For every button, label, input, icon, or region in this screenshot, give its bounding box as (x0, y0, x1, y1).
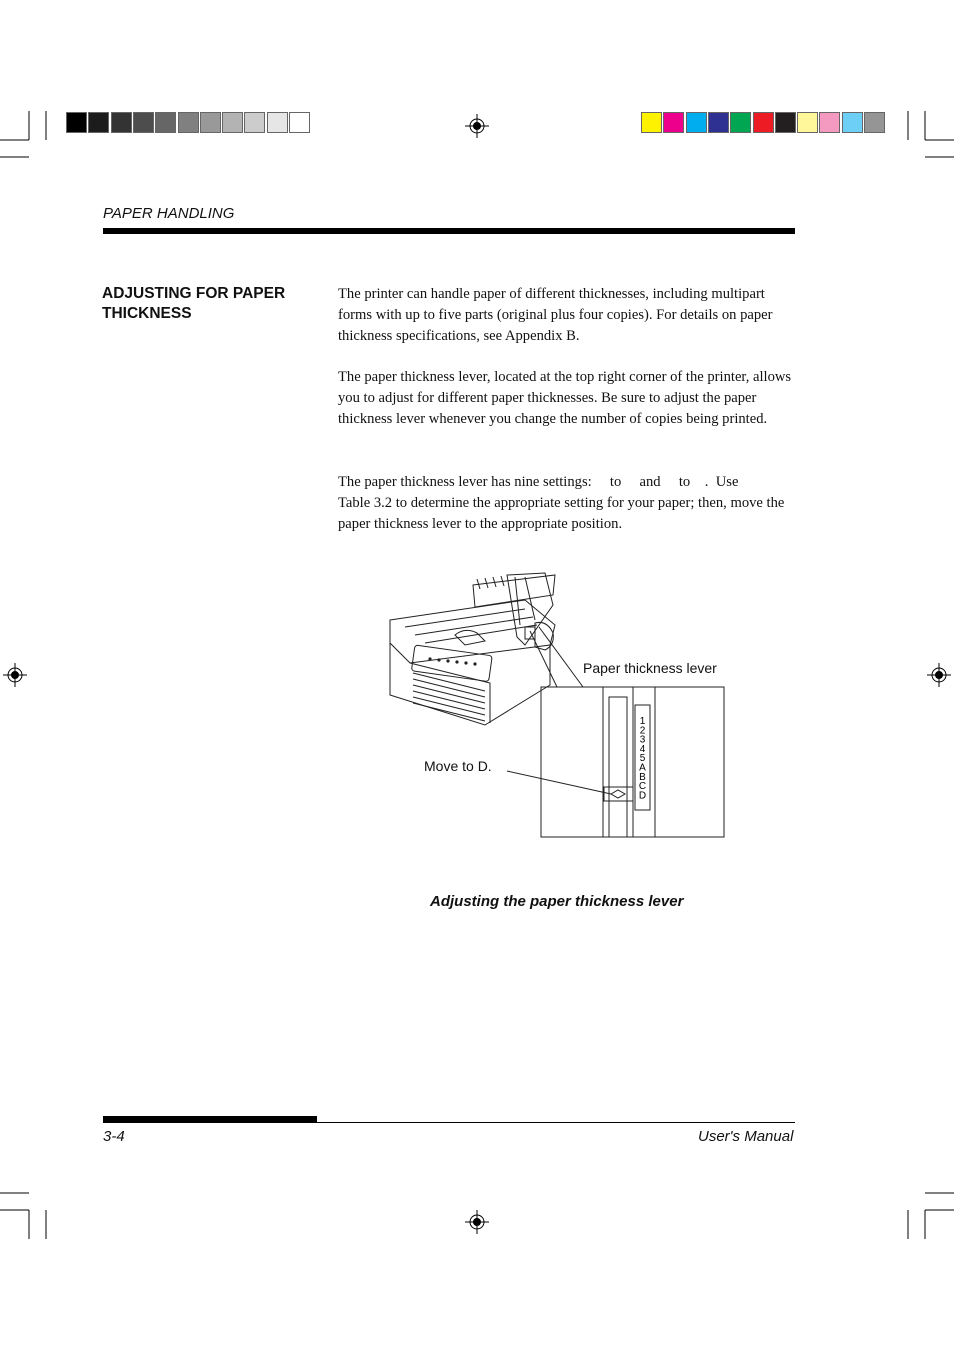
page-number: 3-4 (103, 1128, 125, 1145)
color-swatch (797, 112, 818, 133)
lever-scale (639, 716, 646, 801)
color-swatch (819, 112, 840, 133)
color-swatch (244, 112, 265, 133)
color-swatch (641, 112, 662, 133)
printer-figure (385, 565, 745, 845)
color-swatch (178, 112, 199, 133)
color-swatch (753, 112, 774, 133)
scale-mark: A (639, 762, 646, 774)
color-swatch (155, 112, 176, 133)
color-swatch (730, 112, 751, 133)
color-swatch (686, 112, 707, 133)
running-head: PAPER HANDLING (103, 205, 235, 222)
lever-label: Paper thickness lever (583, 660, 717, 676)
header-rule (103, 228, 795, 234)
scale-mark: 2 (639, 725, 646, 737)
color-swatch (289, 112, 310, 133)
settings-line: The paper thickness lever has nine settings: to and to . Use (338, 474, 739, 490)
paragraph-lever-location: The paper thickness lever, located at the top right corner of the printer, allows you to adjust for different paper thicknesses. Be sure to adjust the paper thickness lever whenever you change the number of copies being printed. (338, 369, 792, 427)
scale-mark: 3 (639, 734, 646, 746)
color-swatch (133, 112, 154, 133)
paragraph-intro: The printer can handle paper of different thicknesses, including multipart forms with up to five parts (original plus four copies). For details on paper thickness specifications, see Appendix B. (338, 286, 773, 344)
scale-mark: 1 (639, 716, 646, 727)
gray-calibration-bar (66, 112, 312, 133)
footer-rule (103, 1122, 795, 1123)
color-swatch (200, 112, 221, 133)
scale-mark: D (638, 790, 647, 802)
color-swatch (222, 112, 243, 133)
scale-mark: 4 (639, 743, 646, 755)
color-swatch (88, 112, 109, 133)
color-swatch (111, 112, 132, 133)
color-calibration-bar (641, 112, 887, 133)
color-swatch (864, 112, 885, 133)
settings-rest: Table 3.2 to determine the appropriate setting for your paper; then, move the paper thickness lever to the appropriate position. (338, 494, 785, 532)
color-swatch (663, 112, 684, 133)
color-swatch (267, 112, 288, 133)
scale-mark: B (639, 771, 646, 783)
color-swatch (66, 112, 87, 133)
manual-title: User's Manual (698, 1128, 794, 1145)
color-swatch (775, 112, 796, 133)
section-title: ADJUSTING FOR PAPER THICKNESS (102, 285, 286, 322)
figure-caption: Adjusting the paper thickness lever (430, 893, 684, 910)
color-swatch (708, 112, 729, 133)
scale-mark: 5 (639, 753, 646, 765)
paragraph-settings (338, 472, 798, 534)
color-swatch (842, 112, 863, 133)
scale-mark: C (638, 781, 647, 793)
move-to-d-label: Move to D. (424, 758, 492, 774)
